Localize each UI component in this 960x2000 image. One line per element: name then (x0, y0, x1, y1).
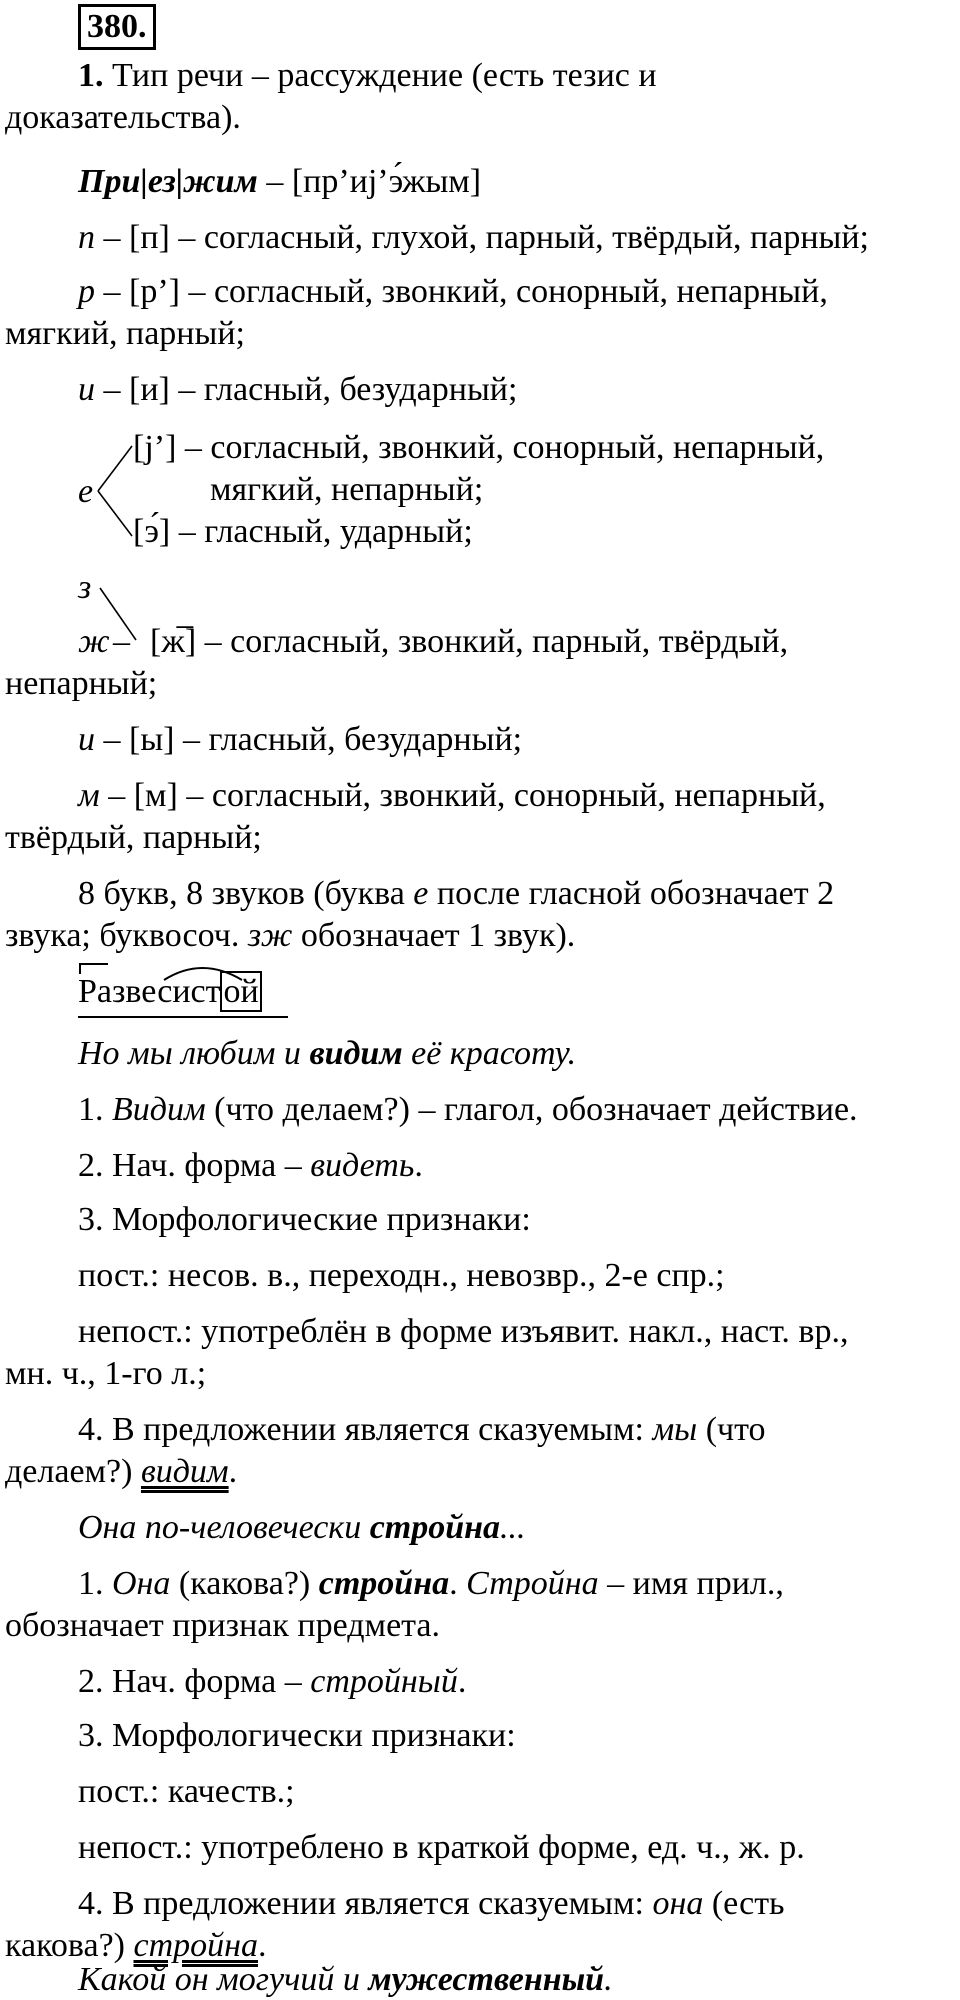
s1-item-2: 2. Нач. форма – видеть. (78, 1147, 423, 1184)
s1-item-3: 3. Морфологические признаки: (78, 1201, 531, 1238)
s2-item-1: 1. Она (какова?) стройна. Стройна – имя прил., (78, 1565, 784, 1602)
s2-item-3b: непост.: употреблено в краткой форме, ед. ч., ж. р. (78, 1829, 805, 1866)
phonetic-row-r: р – [р’] – согласный, звонкий, сонорный, непарный, (78, 273, 828, 310)
s2-item-4: 4. В предложении является сказуемым: она (есть (78, 1885, 785, 1922)
sentence-1: Но мы любим и видим её красоту. (78, 1035, 577, 1072)
word-ending: ой (220, 971, 261, 1012)
phonetic-row-e-e: [э́] – гласный, ударный; (133, 513, 473, 550)
phonetic-row-m-cont: твёрдый, парный; (5, 819, 262, 856)
s2-item-1-cont: обозначает признак предмета. (5, 1607, 441, 1644)
s2-item-3a: пост.: качеств.; (78, 1773, 295, 1810)
phonetic-letter-e: е (78, 473, 94, 510)
phonetic-word: При|ез|жим – [пр’иj’э́жым] (78, 163, 482, 200)
phonetic-summary-1: 8 букв, 8 звуков (буква е после гласной обозначает 2 (78, 875, 835, 912)
word-stem: Развесист (78, 973, 221, 1010)
paragraph-1-line-1: 1. Тип речи – рассуждение (есть тезис и (78, 57, 657, 94)
s1-item-3b: непост.: употреблён в форме изъявит. накл., наст. вр., (78, 1313, 849, 1350)
phonetic-row-y: и – [ы] – гласный, безударный; (78, 721, 523, 758)
phonetic-row-i: и – [и] – гласный, безударный; (78, 371, 518, 408)
s1-item-3b-cont: мн. ч., 1-го л.; (5, 1355, 207, 1392)
sentence-2: Она по-человечески стройна... (78, 1509, 526, 1546)
phonetic-summary-2: звука; буквосоч. зж обозначает 1 звук). (5, 917, 576, 954)
sentence-3: Какой он могучий и мужественный. (78, 1961, 613, 1998)
phonetic-letter-z: з (78, 569, 92, 606)
s2-item-3: 3. Морфологически признаки: (78, 1717, 516, 1754)
phonetic-letter-zh: ж (78, 623, 110, 660)
phonetic-row-m: м – [м] – согласный, звонкий, сонорный, непарный, (78, 777, 826, 814)
phonetic-row-e-j-cont: мягкий, непарный; (210, 471, 484, 508)
stem-underline (78, 1016, 288, 1018)
s1-item-4-cont: делаем?) видим. (5, 1453, 238, 1490)
phonetic-row-zh-cont: непарный; (5, 665, 158, 702)
s1-item-4: 4. В предложении является сказуемым: мы (что (78, 1411, 766, 1448)
morpheme-marks (78, 960, 278, 984)
exercise-number: 380. (78, 4, 156, 50)
branch-brace-e (96, 436, 136, 546)
s1-item-1: 1. Видим (что делаем?) – глагол, обозначает действие. (78, 1091, 858, 1128)
paragraph-1-line-2: доказательства). (5, 99, 241, 136)
phonetic-row-zh: [ж̅] – согласный, звонкий, парный, твёрдый, (150, 623, 789, 660)
s2-item-2: 2. Нач. форма – стройный. (78, 1663, 467, 1700)
phonetic-row-e-j: [j’] – согласный, звонкий, сонорный, непарный, (133, 429, 825, 466)
s1-item-3a: пост.: несов. в., переходн., невозвр., 2-е спр.; (78, 1257, 725, 1294)
s2-item-4-cont: какова?) стройна. (5, 1927, 267, 1964)
phonetic-row-p: п – [п] – согласный, глухой, парный, твёрдый, парный; (78, 219, 869, 256)
phonetic-row-r-cont: мягкий, парный; (5, 315, 245, 352)
phonetic-dash-zh: – (113, 623, 130, 660)
